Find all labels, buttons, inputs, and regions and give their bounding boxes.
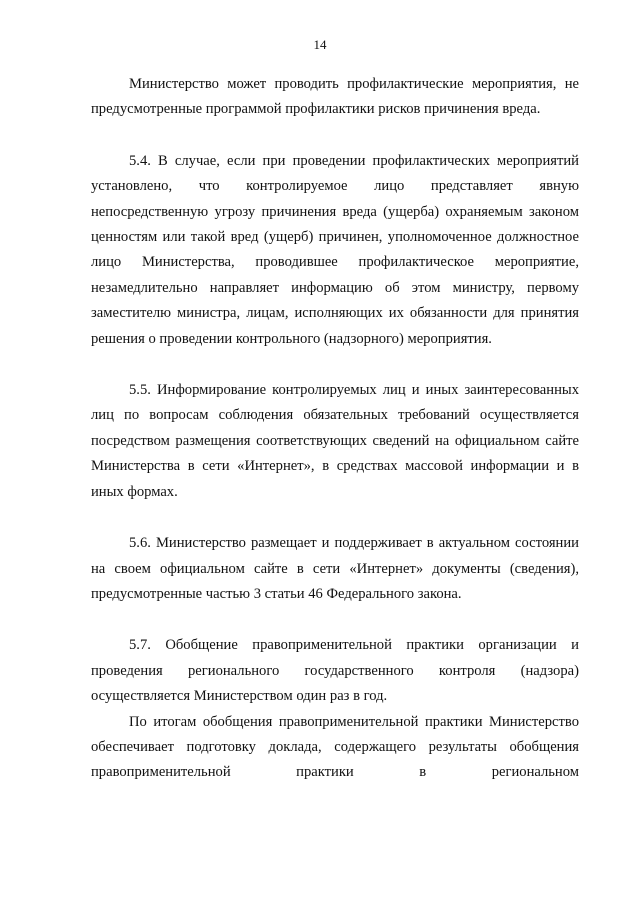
paragraph-intro-line2: предусмотренные программой профилактики рисков причинения вреда. [91,101,541,118]
paragraph-intro-line1: Министерство может проводить профилактические мероприятия, не [129,76,579,92]
page-number: 14 [313,37,327,52]
document-body [91,72,579,786]
paragraph-5-6: 5.6. Министерство размещает и поддерживает в актуальном состоянии на своем официальном сайте в сети «Интернет» документы (сведения), предусмотренные частью 3 статьи 46 Федерального закона. [91,535,579,602]
paragraph-5-4: 5.4. В случае, если при проведении профилактических мероприятий установлено, что контролируемое лицо представляет явную непосредственную угрозу причинения вреда (ущерба) охраняемым законом ценностям или такой вред (ущерб) причинен, уполномоченное должностное лицо Министерства, проводившее профилактическое мероприятие, незамедлительно направляет информацию об этом министру, первому заместителю министра, лицам, исполняющих их обязанности для принятия решения о проведении контрольного (надзорного) мероприятия. [91,152,579,347]
paragraph-5-7: 5.7. Обобщение правоприменительной практики организации и проведения регионального государственного контроля (надзора) осуществляется Министерством один раз в год. [91,637,579,705]
paragraph-5-5: 5.5. Информирование контролируемых лиц и иных заинтересованных лиц по вопросам соблюдения обязательных требований осуществляется посредством размещения соответствующих сведений на официальном сайте Министерства в сети «Интернет», в средствах массовой информации и в иных формах. [91,382,579,500]
paragraph-5-7-continued: По итогам обобщения правоприменительной практики Министерство обеспечивает подготовку доклада, содержащего результаты обобщения правоприменительной практики в региональном [91,713,579,781]
